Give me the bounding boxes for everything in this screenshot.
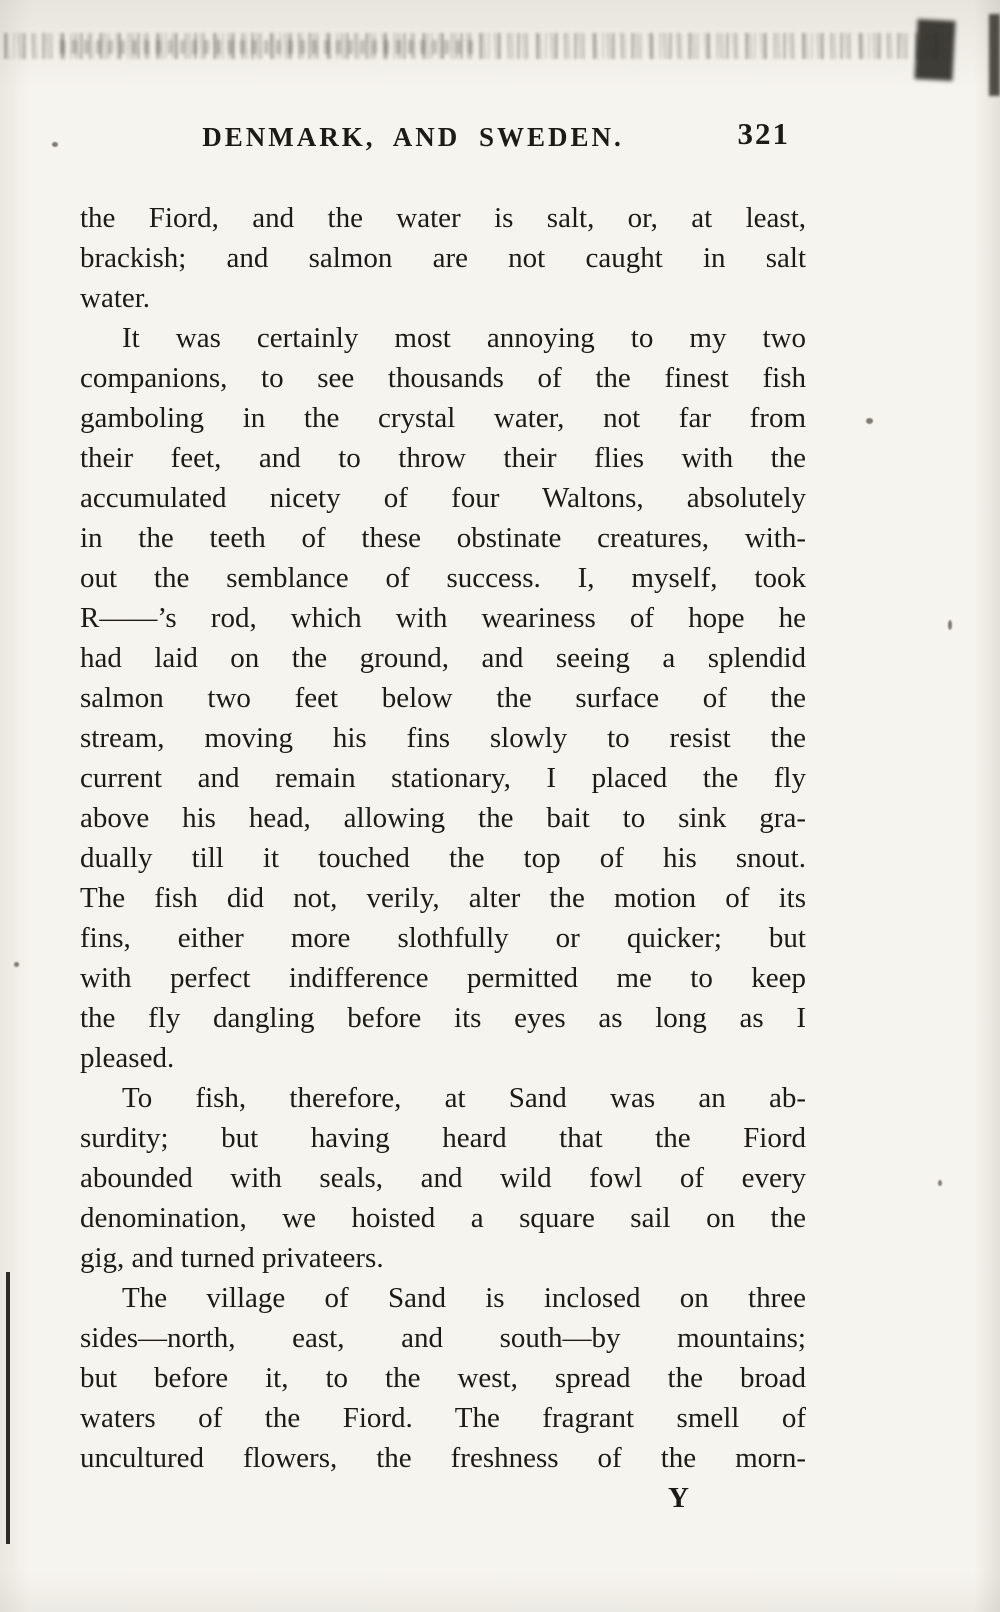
text-line: above his head, allowing the bait to sink gra- (80, 802, 806, 834)
paragraph (80, 198, 806, 318)
text-line: denomination, we hoisted a square sail on the (80, 1202, 806, 1234)
page-header (80, 116, 806, 166)
scan-speck (938, 1180, 942, 1186)
text-line: uncultured flowers, the freshness of the morn- (80, 1442, 806, 1474)
paragraph (80, 318, 806, 1078)
text-line: salmon two feet below the surface of the (80, 682, 806, 714)
scan-speck (866, 418, 873, 424)
scan-left-margin-line (6, 1272, 10, 1544)
paragraph (80, 1078, 806, 1278)
text-line: gamboling in the crystal water, not far from (80, 402, 806, 434)
text-line: water. (80, 282, 151, 314)
paragraph (80, 1278, 806, 1478)
signature-mark: Y (668, 1482, 689, 1514)
text-line: pleased. (80, 1042, 175, 1074)
text-line: stream, moving his fins slowly to resist the (80, 722, 806, 754)
text-line: The fish did not, verily, alter the motion of its (80, 882, 806, 914)
scan-edge-strip-right (989, 14, 1000, 96)
text-line: To fish, therefore, at Sand was an ab- (122, 1082, 806, 1114)
text-line: gig, and turned privateers. (80, 1242, 384, 1274)
text-line: had laid on the ground, and seeing a splendid (80, 642, 806, 674)
text-line: but before it, to the west, spread the broad (80, 1362, 806, 1394)
scan-speck (52, 142, 58, 147)
text-line: waters of the Fiord. The fragrant smell of (80, 1402, 806, 1434)
text-line: fins, either more slothfully or quicker; but (80, 922, 806, 954)
scan-smudge-top-right (914, 19, 955, 81)
text-line: sides—north, east, and south—by mountains; (80, 1322, 806, 1354)
text-line: the fly dangling before its eyes as long as I (80, 1002, 806, 1034)
text-line: R——’s rod, which with weariness of hope he (80, 602, 806, 634)
running-title: DENMARK, AND SWEDEN. (202, 122, 624, 152)
text-line: abounded with seals, and wild fowl of every (80, 1162, 806, 1194)
text-line: companions, to see thousands of the finest fish (80, 362, 806, 394)
text-line: surdity; but having heard that the Fiord (80, 1122, 806, 1154)
text-line: out the semblance of success. I, myself, took (80, 562, 806, 594)
text-line: The village of Sand is inclosed on three (122, 1282, 806, 1314)
text-line: brackish; and salmon are not caught in salt (80, 242, 806, 274)
scan-speck (14, 962, 19, 967)
text-line: It was certainly most annoying to my two (122, 322, 806, 354)
text-line: with perfect indifference permitted me to keep (80, 962, 806, 994)
text-line: dually till it touched the top of his snout. (80, 842, 806, 874)
text-line: their feet, and to throw their flies with the (80, 442, 806, 474)
text-line: current and remain stationary, I placed the fly (80, 762, 806, 794)
scan-noise-band-secondary (60, 40, 480, 54)
text-line: accumulated nicety of four Waltons, absolutely (80, 482, 806, 514)
scan-speck (948, 620, 952, 630)
text-line: in the teeth of these obstinate creatures, with- (80, 522, 806, 554)
page-body (80, 198, 806, 1478)
page-number: 321 (737, 116, 790, 151)
text-line: the Fiord, and the water is salt, or, at least, (80, 202, 806, 234)
